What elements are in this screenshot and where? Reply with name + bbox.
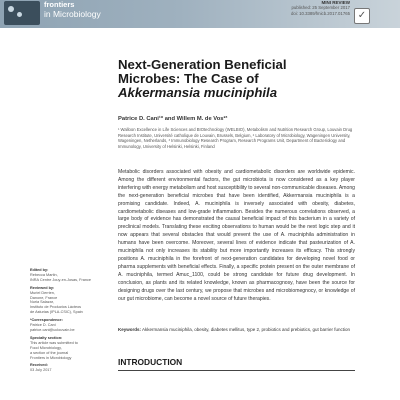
correspondence-value: Patrice D. Cani patrice.cani@uclouvain.be — [30, 323, 75, 332]
title-main: Next-Generation Beneficial Microbes: The Case of — [118, 57, 287, 86]
doi: doi: 10.3389/fmicb.2017.01765 — [290, 10, 350, 16]
abstract: Metabolic disorders associated with obesity and cardiometabolic disorders are worldwide epidemic. Among the different environmental factors, the gut microbiota is now considered as a key player interfering with energy metabolism and host susceptibility to several non-communicable diseases. Among the next-generation beneficial microbes that have been identified, Akkermansia muciniphila is a promising candidate. Indeed, A. muciniphila is inversely associated with obesity, diabetes, cardiometabolic diseases and low-grade inflammation. Besides the numerous correlations observed, a large body of evidence has demonstrated the causal beneficial impact of this bacterium in a variety of preclinical models. Translating these exciting observations to human would be the next logic step and it now appears that several obstacles that would prevent the use of A. muciniphila administration in humans have been overcome. Moreover, several lines of evidence indicate that pasteurization of A. muciniphila not only increases its stability but more importantly increases its efficacy. This strongly positions A. muciniphila in the forefront of next-generation candidates for developing novel food or pharma supplements with beneficial effects. Finally, a specific protein present on the outer membrane of A. muciniphila, termed Amuc_1100, could be strong candidate for future drug development. In conclusion, as plants and its related knowledge, known as pharmacognosy, have been the source for designing drugs over the last century, we propose that microbes and microbiomegnocy, or knowledge of our gut microbiome, can become a novel source of future therapies. — [118, 169, 355, 302]
edited-by-label: Edited by: — [30, 268, 49, 272]
journal-name: frontiers — [44, 0, 75, 9]
journal-subtitle: in Microbiology — [44, 9, 101, 19]
received-label: Received: — [30, 363, 48, 368]
received-value: 03 July 2017 — [30, 368, 52, 373]
article-title — [118, 58, 318, 100]
heading-divider — [118, 370, 355, 371]
frontiers-logo-icon — [4, 1, 40, 25]
article-sidebar — [30, 268, 100, 376]
specialty-label: Specialty section: — [30, 335, 63, 340]
reviewed-by-value: Muriel Derrien, Danone, France Nuria Salazar, Instituto de Productos Lácteos de Asturias (IPLA-CSIC), Spain — [30, 290, 83, 315]
title-italic: Akkermansia muciniphila — [118, 85, 278, 100]
reviewed-by-label: Reviewed by: — [30, 285, 55, 290]
correspondence-label: *Correspondence: — [30, 318, 63, 323]
section-heading-introduction: INTRODUCTION — [118, 357, 183, 367]
keywords — [118, 327, 355, 333]
keywords-label: Keywords: — [118, 327, 142, 332]
affiliations: ¹ Walloon Excellence in Life Sciences and BIOtechnology (WELBIO), Metabolism and Nutrition Research Group, Louvain Drug Research Institute, Université catholique de Louvain, Brussels, Belgium, ² Laboratory of Microbiology, Wageningen University, Wageningen, Netherlands, ³ Immunobiology Research Program, Research Programs Unit, Department of Bacteriology and Immunology, University of Helsinki, Helsinki, Finland — [118, 127, 353, 149]
keywords-text: Akkermansia muciniphila, obesity, diabetes mellitus, type 2, probiotics and prebiotics, gut barrier function — [141, 327, 351, 332]
check-for-updates-icon[interactable]: ✓ — [354, 8, 370, 24]
published-date: published: 25 September 2017 — [291, 5, 350, 11]
article-meta — [220, 0, 350, 16]
author-list: Patrice D. Cani¹* and Willem M. de Vos²³ — [118, 116, 228, 122]
specialty-value: This article was submitted to Food Microbiology, a section of the journal Frontiers in Microbiology — [30, 340, 78, 360]
article-type: MINI REVIEW — [321, 0, 350, 5]
edited-by-value: Rebecca Martin, INRA Centre Jouy-en-Josas, France — [30, 272, 91, 282]
